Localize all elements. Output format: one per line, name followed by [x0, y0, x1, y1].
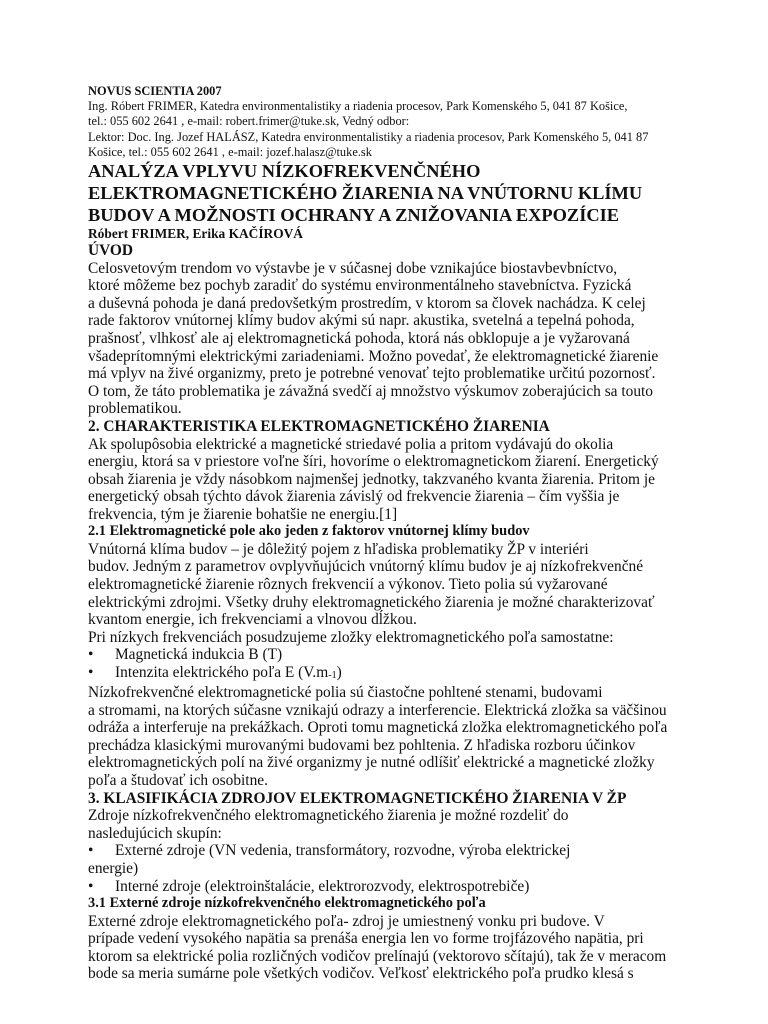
document-page: [88, 84, 688, 983]
subsection-heading-3-1: 3.1 Externé zdroje nízkofrekvenčného elektromagnetického poľa: [88, 895, 486, 912]
text-line: prípade vedení vysokého napätia sa prenáša energia len vo forme trojfázového napätia, pri: [88, 930, 644, 948]
paragraph-section-3: [88, 807, 688, 842]
unit-exponent: -1: [328, 669, 337, 681]
paragraph-section-2-1: [88, 541, 688, 646]
list-item-continuation: energie): [88, 859, 139, 877]
title-line: ANALÝZA VPLYVU NÍZKOFREKVENČNÉHO: [88, 161, 481, 182]
bullet-list-field-components: [88, 646, 688, 684]
journal-name: NOVUS SCIENTIA 2007: [88, 84, 222, 98]
bullet-icon: •: [88, 842, 94, 860]
text-line: Nízkofrekvenčné elektromagnetické polia sú čiastočne pohltené stenami, budovami: [88, 684, 603, 702]
section-heading-3: 3. KLASIFIKÁCIA ZDROJOV ELEKTROMAGNETICKÉHO ŽIARENIA V ŽP: [88, 789, 627, 807]
title-line: BUDOV A MOŽNOSTI OCHRANY A ZNIŽOVANIA EXPOZÍCIE: [88, 205, 620, 226]
text-line: nasledujúcich skupín:: [88, 824, 222, 842]
paragraph-section-3-1: [88, 913, 688, 983]
text-line: ktorom sa elektrické polia rozličných vodičov prelínajú (vektorovo sčítajú), tak že v meracom: [88, 947, 667, 965]
text-line: obsah žiarenia je vždy násobkom najmenšej jednotky, takzvaného kvanta žiarenia. Pritom je: [88, 470, 655, 488]
text-line: elektromagnetických polí na živé organizmy je nutné odlíšiť elektrické a magnetické zložky: [88, 754, 655, 772]
lector-info-line: Košice, tel.: 055 602 2641 , e-mail: jozef.halasz@tuke.sk: [88, 144, 372, 159]
text-line: budov. Jedným z parametrov ovplyvňujúcich vnútorný klímu budov je aj nízkofrekvenčné: [88, 558, 644, 576]
text-line: poľa a študovať ich osobitne.: [88, 771, 268, 789]
text-line: a stromami, na ktorých súčasne vznikajú odrazy a interferencie. Elektrická zložka sa väčšinou: [88, 701, 667, 719]
text-line: prechádza klasickými murovanými budovami bez pohltenia. Z hľadiska rozboru účinkov: [88, 736, 636, 754]
text-line: Ak spolupôsobia elektrické a magnetické striedavé polia a pritom vydávajú do okolia: [88, 435, 614, 453]
text-line: všadeprítomnými elektrickými zariadeniami. Možno povedať, že elektromagnetické žiarenie: [88, 347, 659, 365]
list-item: • Magnetická indukcia B (T): [88, 646, 283, 664]
text-line: frekvencia, tým je žiarenie bohatšie ne energiu.[1]: [88, 505, 398, 523]
list-item: • Externé zdroje (VN vedenia, transformátory, rozvodne, výroba elektrickej: [88, 842, 571, 860]
text-line: elektromagnetické žiarenie rôznych frekvencií a výkonov. Tieto polia sú vyžarované: [88, 575, 608, 593]
paper-title: [88, 161, 688, 226]
bullet-icon: •: [88, 663, 94, 681]
author-info-line: Ing. Róbert FRIMER, Katedra environmentalistiky a riadenia procesov, Park Komenského 5, 041 87 Košice,: [88, 99, 628, 114]
lector-info-line: Lektor: Doc. Ing. Jozef HALÁSZ, Katedra environmentalistiky a riadenia procesov, Park Komenského 5, 041 87: [88, 129, 649, 144]
text-line: Celosvetovým trendom vo výstavbe je v súčasnej dobe vznikajúce biostavbevbníctvo,: [88, 259, 618, 277]
text-line: O tom, že táto problematika je závažná svedčí aj množstvo výskumov zoberajúcich sa touto: [88, 382, 653, 400]
text-line: ktoré môžeme bez pochyb zaradiť do systému environmentálneho stavebníctva. Fyzická: [88, 277, 632, 295]
text-line: kvantom energie, ich frekvenciami a vlnovou dĺžkou.: [88, 611, 417, 629]
bullet-list-source-groups: [88, 842, 688, 895]
text-line: a duševná pohoda je daná predovšetkým prostredím, v ktorom sa človek nachádza. K celej: [88, 294, 646, 312]
text-line: problematikou.: [88, 400, 182, 418]
text-line: energiu, ktorá sa v priestore voľne šíri, hovoríme o elektromagnetickom žiarení. Energetický: [88, 453, 659, 471]
bullet-icon: •: [88, 646, 94, 664]
text-line: prašnosť, vlhkosť ale aj elektromagnetická pohoda, ktorá nás obklopuje a je vyžarovaná: [88, 330, 630, 347]
text-line: Zdroje nízkofrekvenčného elektromagnetického žiarenia je možné rozdeliť do: [88, 807, 569, 825]
text-line: elektrickými zdrojmi. Všetky druhy elektromagnetického žiarenia je možné charakterizovať: [88, 593, 655, 611]
list-item: • Intenzita elektrického poľa E $(V.m_{-1})$: [88, 663, 342, 681]
text-line: bode sa meria sumárne pole všetkých vodičov. Veľkosť elektrického poľa prudko klesá s: [88, 965, 634, 983]
paragraph-section-2: [88, 436, 688, 524]
text-line: energetický obsah týchto dávok žiarenia závislý od frekvencie žiarenia – čím vyššia je: [88, 488, 620, 506]
author-info: [88, 99, 688, 160]
author-info-line: tel.: 055 602 2641 , e-mail: robert.frimer@tuke.sk, Vedný odbor:: [88, 114, 410, 129]
paragraph-uvod: [88, 260, 688, 418]
text-line: Externé zdroje elektromagnetického poľa- zdroj je umiestnený vonku pri budove. V: [88, 912, 605, 930]
section-heading-2: 2. CHARAKTERISTIKA ELEKTROMAGNETICKÉHO ŽIARENIA: [88, 417, 550, 435]
text-line: rade faktorov vnútornej klímy budov akými sú napr. akustika, svetelná a tepelná pohoda,: [88, 312, 635, 330]
list-item: • Interné zdroje (elektroinštalácie, elektrorozvody, elektrospotrebiče): [88, 877, 530, 895]
bullet-icon: •: [88, 877, 94, 895]
subsection-heading-2-1: 2.1 Elektromagnetické pole ako jeden z faktorov vnútornej klímy budov: [88, 523, 530, 540]
paper-authors: Róbert FRIMER, Erika KAČÍROVÁ: [88, 226, 303, 242]
text-line: odráža a interferuje na prekážkach. Oproti tomu magnetická zložka elektromagnetického poľa: [88, 719, 668, 737]
text-line: Pri nízkych frekvenciách posudzujeme zložky elektromagnetického poľa samostatne:: [88, 628, 614, 646]
section-heading-uvod: ÚVOD: [88, 242, 134, 260]
title-line: ELEKTROMAGNETICKÉHO ŽIARENIA NA VNÚTORNU KLÍMU: [88, 183, 643, 204]
text-line: má vplyv na živé organizmy, preto je potrebné venovať tejto problematike určitú pozornosť.: [88, 365, 656, 383]
paragraph-section-2-1-cont: [88, 684, 688, 789]
text-line: Vnútorná klíma budov – je dôležitý pojem z hľadiska problematiky ŽP v interiéri: [88, 540, 589, 558]
